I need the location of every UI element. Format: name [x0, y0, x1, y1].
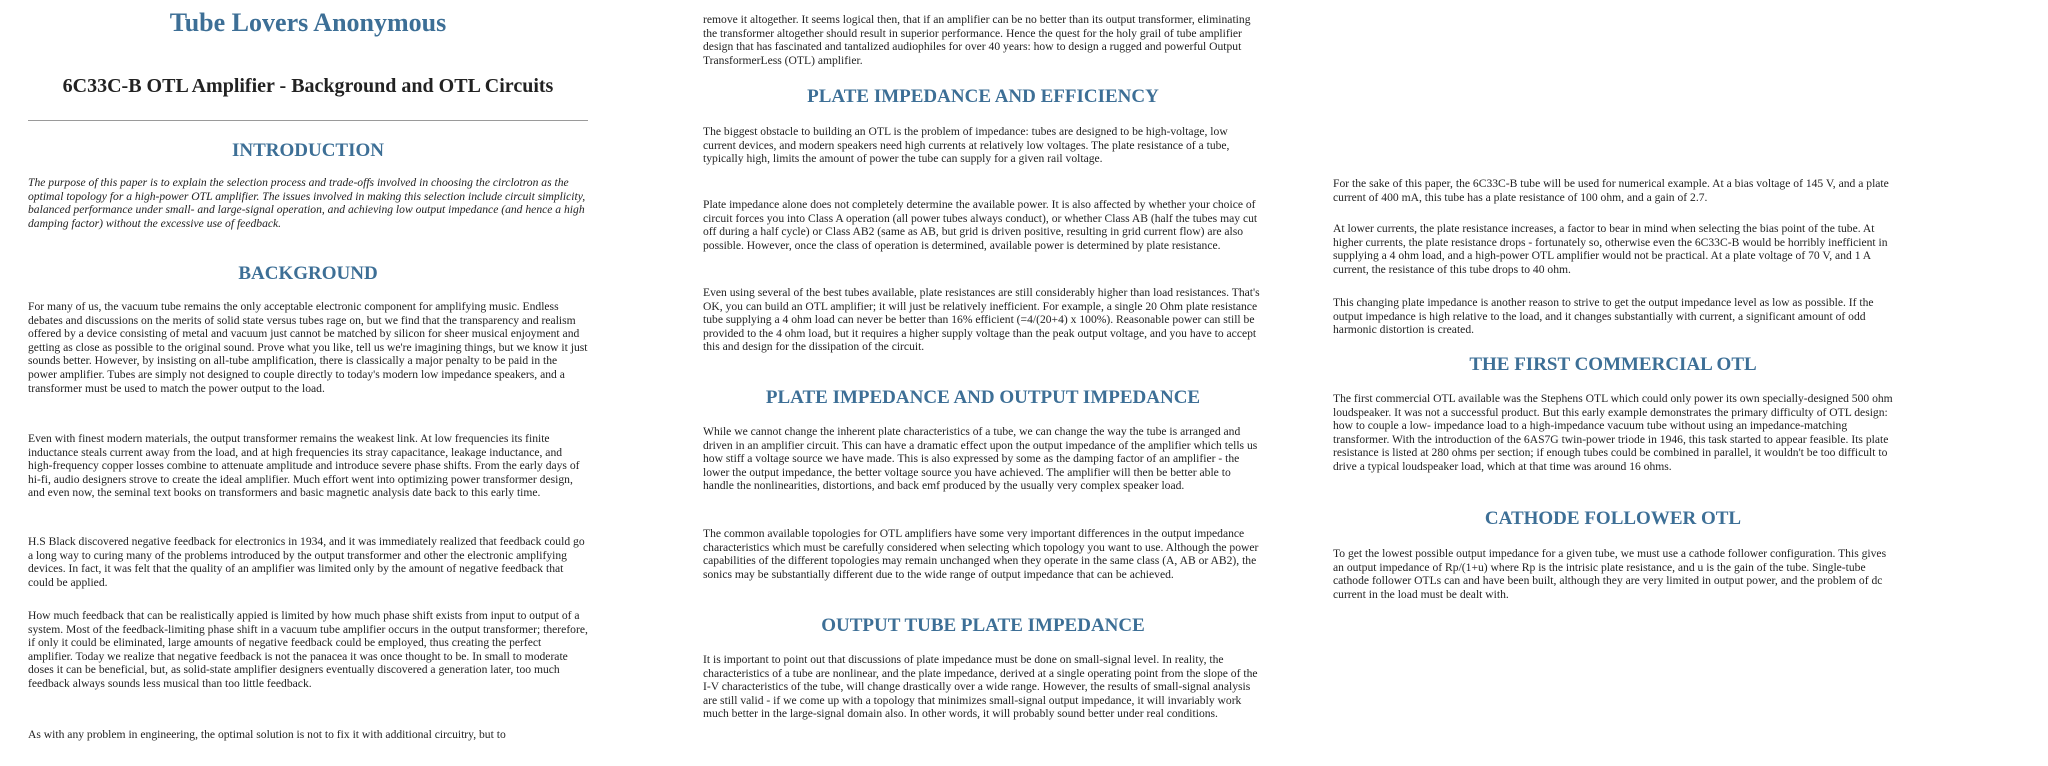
- column-3-paragraph-1: For the sake of this paper, the 6C33C-B tube will be used for numerical example. At a bias voltage of 145 V, and a plate current of 400 mA, this tube has a plate resistance of 100 ohm, and a gain of 2.7.: [1333, 177, 1889, 204]
- document-title: 6C33C-B OTL Amplifier - Background and OTL Circuits: [62, 75, 554, 97]
- column-2-paragraph-5: The common available topologies for OTL amplifiers have some very important differences in the output impedance characteristics which must be carefully considered when selecting which topology you want to use. Although the power capabilities of the different topologies may remain unchanged when they operate in the same class (A, AB or AB2), the sonics may be substantially different due to the wide range of output impedance that can be achieved.: [703, 527, 1259, 581]
- column-2-paragraph-2: Plate impedance alone does not completely determine the available power. It is also affected by whether your choice of circuit forces you into Class A operation (all power tubes always conduct), or whether Class AB (half the tubes may cut off during a half cycle) or Class AB2 (same as AB, but grid is driven positive, resulting in grid current flow) are also possible. However, once the class of operation is determined, available power is determined by plate resistance.: [703, 198, 1258, 252]
- background-paragraph-2: Even with finest modern materials, the output transformer remains the weakest link. At low frequencies its finite inductance steals current away from the load, and at high frequencies its stray capacitance, leakage inductance, and high-frequency copper losses combine to attenuate amplitude and introduce severe phase shifts. From the early days of hi-fi, audio designers strove to create the ideal amplifier. Much effort went into optimizing power transformer design, and even now, the seminal text books on transformers and basic magnetic analysis date back to this early time.: [28, 432, 580, 500]
- heading-background: BACKGROUND: [238, 263, 378, 284]
- background-paragraph-4: How much feedback that can be realistically appied is limited by how much phase shift exists from input to output of a system. Most of the feedback-limiting phase shift in a vacuum tube amplifier occurs in the output transformer; therefore, if only it could be eliminated, large amounts of negative feedback could be employed, thus creating the perfect amplifier. Today we realize that negative feedback is not the panacea it was once thought to be. In small to moderate doses it can be beneficial, but, as solid-state amplifier designers eventually discovered a generation later, too much feedback always sounds less musical than too little feedback.: [28, 609, 588, 690]
- background-paragraph-5: As with any problem in engineering, the optimal solution is not to fix it with additional circuitry, but to: [28, 728, 506, 741]
- heading-cathode-follower-otl: CATHODE FOLLOWER OTL: [1484, 508, 1742, 529]
- column-3-paragraph-2: At lower currents, the plate resistance increases, a factor to bear in mind when selecting the bias point of the tube. At higher currents, the plate resistance drops - fortunately so, otherwise even the 6C33C-B would be horribly inefficient in supplying a 4 ohm load, and a high-power OTL amplifier would not be practical. At a plate voltage of 70 V, and 1 A current, the resistance of this tube drops to 40 ohm.: [1333, 222, 1888, 276]
- heading-introduction: INTRODUCTION: [231, 140, 385, 161]
- title-divider: [28, 120, 588, 121]
- heading-plate-impedance-efficiency: PLATE IMPEDANCE AND EFFICIENCY: [807, 86, 1159, 107]
- heading-first-commercial-otl: THE FIRST COMMERCIAL OTL: [1469, 354, 1757, 375]
- heading-output-tube-plate-impedance: OUTPUT TUBE PLATE IMPEDANCE: [821, 615, 1145, 636]
- column-3-paragraph-4: The first commercial OTL available was the Stephens OTL which could only power its own specially-designed 500 ohm loudspeaker. It was not a successful product. But this early example demonstrates the primary difficulty of OTL design: how to couple a low- impedance load to a high-impedance vacuum tube without using an impedance-matching transformer. With the introduction of the 6AS7G twin-power triode in 1946, this task started to appear feasible. Its plate resistance is listed at 280 ohms per section; if enough tubes could be combined in parallel, it wouldn't be too difficult to drive a typical loudspeaker load, which at that time was around 16 ohms.: [1333, 392, 1893, 473]
- column-2-paragraph-3: Even using several of the best tubes available, plate resistances are still considerably higher than load resistances. That's OK, you can build an OTL amplifier; it will just be relatively inefficient. For example, a single 20 Ohm plate resistance tube supplying a 4 ohm load can never be better than 16% efficient (=4/(20+4) x 100%). Reasonable power can still be provided to the 4 ohm load, but it requires a higher supply voltage than the peak output voltage, and you have to accept this and design for the dissipation of the circuit.: [703, 286, 1260, 354]
- column-1: [28, 0, 588, 741]
- background-paragraph-3: H.S Black discovered negative feedback for electronics in 1934, and it was immediately realized that feedback could go a long way to curing many of the problems introduced by the output transformer and other the electronic amplifying devices. In fact, it was felt that the quality of an amplifier was limited only by the amount of negative feedback that could be applied.: [28, 535, 585, 589]
- heading-plate-impedance-output-impedance: PLATE IMPEDANCE AND OUTPUT IMPEDANCE: [765, 387, 1201, 408]
- column-3-paragraph-3: This changing plate impedance is another reason to strive to get the output impedance level as low as possible. If the output impedance is high relative to the load, and it changes substantially with current, a significant amount of odd harmonic distortion is created.: [1333, 296, 1874, 337]
- column-3-paragraph-5: To get the lowest possible output impedance for a given tube, we must use a cathode follower configuration. This gives an output impedance of Rp/(1+u) where Rp is the intrisic plate resistance, and u is the gain of the tube. Single-tube cathode follower OTLs can and have been built, although they are very limited in output power, and the problem of dc current in the load must be dealt with.: [1333, 547, 1887, 601]
- column-2-paragraph-6: It is important to point out that discussions of plate impedance must be done on small-signal level. In reality, the characteristics of a tube are nonlinear, and the plate impedance, derived at a single operating point from the slope of the I-V characteristics of the tube, will change drastically over a wide range. However, the results of small-signal analysis are still valid - if we come up with a topology that minimizes small-signal output impedance, it will invariably work much better in the large-signal domain also. In other words, it will probably sound better under real conditions.: [703, 653, 1258, 721]
- site-title: Tube Lovers Anonymous: [169, 8, 447, 37]
- background-paragraph-1: For many of us, the vacuum tube remains the only acceptable electronic component for amplifying music. Endless debates and discussions on the merits of solid state versus tubes rage on, but we find that the transparency and realism offered by a device consisting of metal and vacuum just cannot be matched by silicon for sheer musical enjoyment and getting as close as possible to the original sound. Prove what you like, tell us we're imagining things, but we know it just sounds better. However, by insisting on all-tube amplification, there is classically a major penalty to be paid in the power amplifier. Tubes are simply not designed to couple directly to today's modern low impedance speakers, and a transformer must be used to match the power output to the load.: [28, 300, 588, 395]
- introduction-abstract: The purpose of this paper is to explain the selection process and trade-offs involved in choosing the circlotron as the optimal topology for a high-power OTL amplifier. The issues involved in making this selection include circuit simplicity, balanced performance under small- and large-signal operation, and achieving low output impedance (and hence a high damping factor) without the excessive use of feedback.: [28, 176, 586, 230]
- column-2-paragraph-4: While we cannot change the inherent plate characteristics of a tube, we can change the way the tube is arranged and driven in an amplifier circuit. This can have a dramatic effect upon the output impedance of the amplifier which tells us how stiff a voltage source we have made. This is also expressed by some as the damping factor of an amplifier - the lower the output impedance, the better voltage source you have achieved. The amplifier will then be better able to handle the nonlinearities, distortions, and back emf produced by the usually very complex speaker load.: [703, 425, 1258, 493]
- column-2-paragraph-1: The biggest obstacle to building an OTL is the problem of impedance: tubes are designed to be high-voltage, low current devices, and modern speakers need high currents at relatively low voltages. The plate resistance of a tube, typically high, limits the amount of power the tube can supply for a given rail voltage.: [703, 125, 1230, 166]
- column-2-paragraph-0: remove it altogether. It seems logical then, that if an amplifier can be no better than its output transformer, eliminating the transformer altogether should result in superior performance. Hence the quest for the holy grail of tube amplifier design that has fascinated and tantalized audiophiles for over 40 years: how to design a rugged and powerful Output TransformerLess (OTL) amplifier.: [703, 13, 1251, 67]
